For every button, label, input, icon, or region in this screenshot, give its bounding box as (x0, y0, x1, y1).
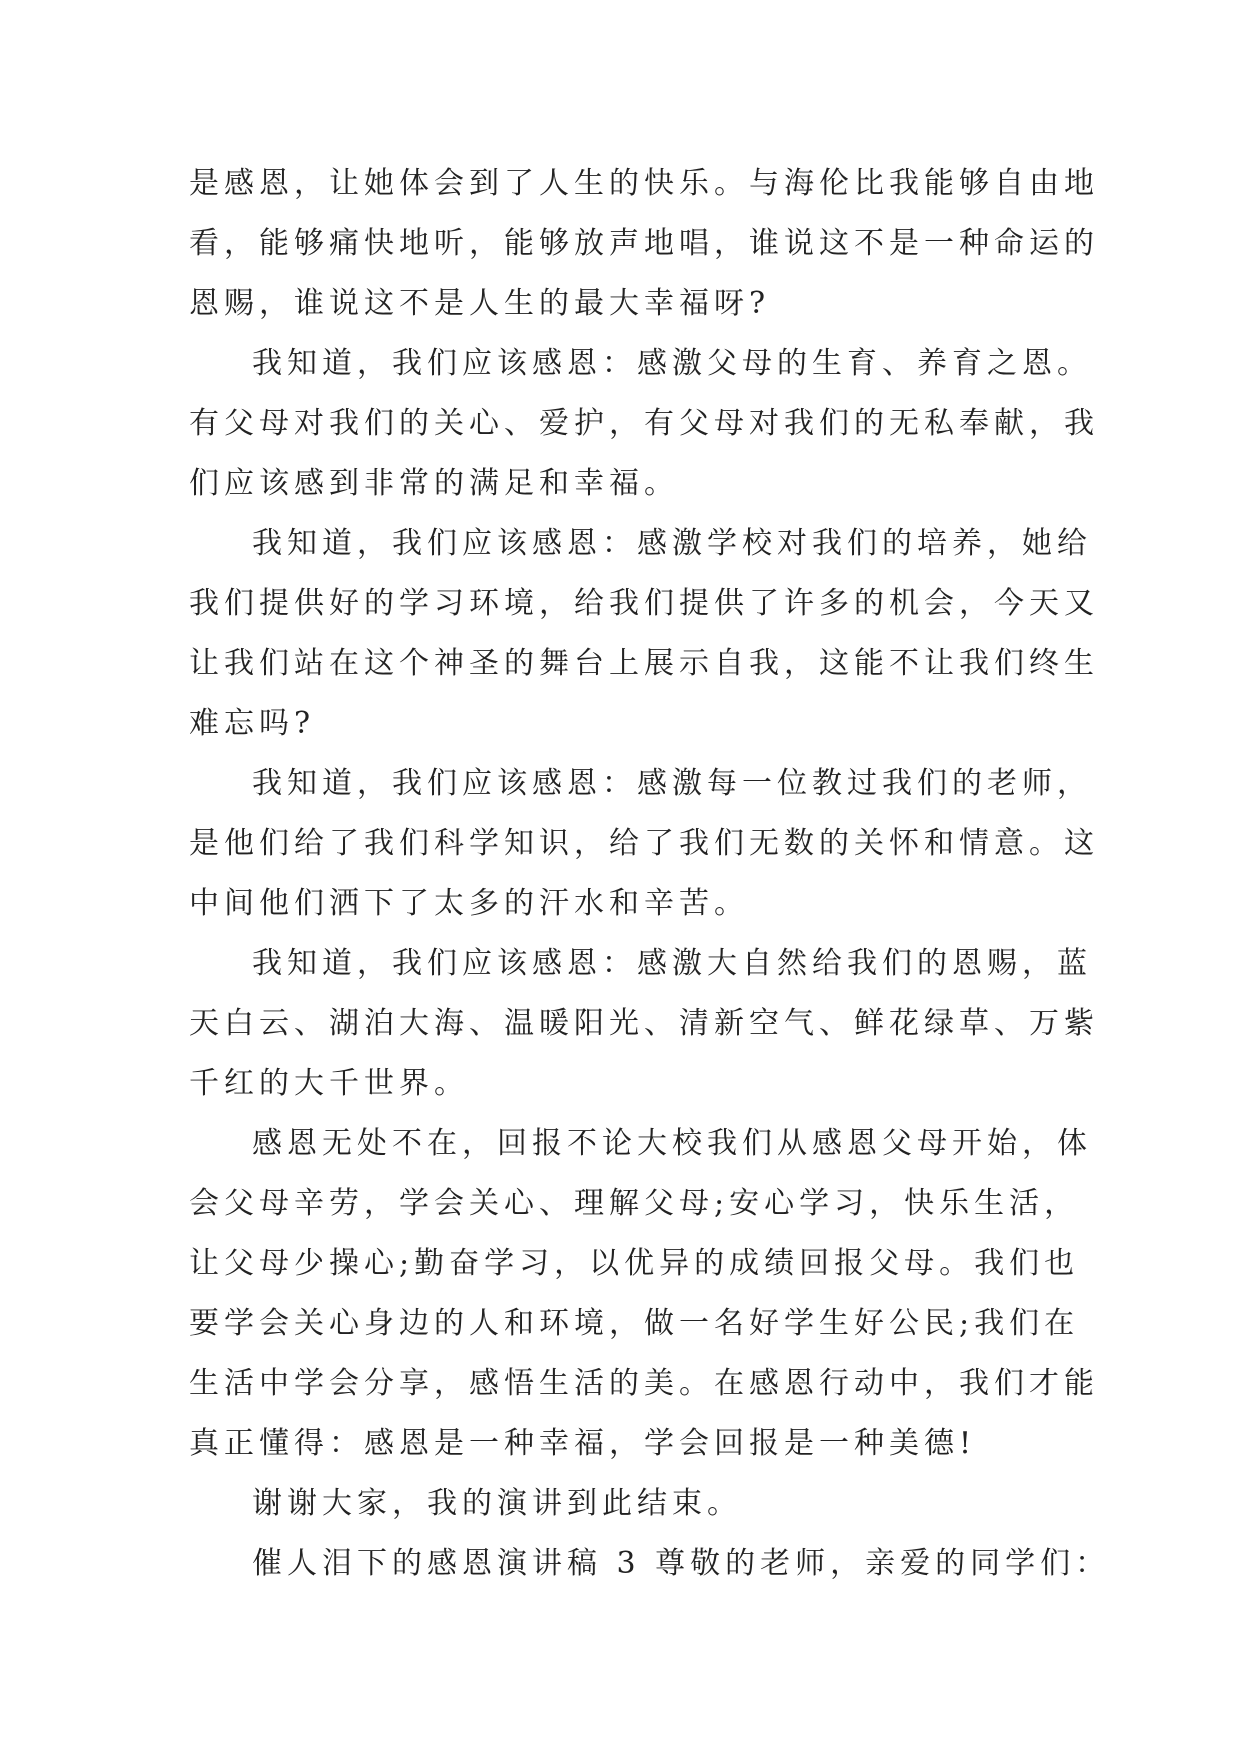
text-line: 我们提供好的学习环境，给我们提供了许多的机会，今天又 (189, 586, 1099, 621)
text-line: 难忘吗? (189, 706, 316, 741)
text-line: 中间他们洒下了太多的汗水和辛苦。 (189, 886, 749, 921)
text-line: 千红的大千世界。 (189, 1066, 469, 1101)
section-heading-line: 催人泪下的感恩演讲稿 3 尊敬的老师，亲爱的同学们： (252, 1546, 1111, 1581)
text-line: 让父母少操心;勤奋学习，以优异的成绩回报父母。我们也 (189, 1246, 1080, 1281)
text-line: 真正懂得：感恩是一种幸福，学会回报是一种美德! (189, 1426, 977, 1461)
text-line: 看，能够痛快地听，能够放声地唱，谁说这不是一种命运的 (189, 226, 1099, 261)
paragraph-first-line: 我知道，我们应该感恩：感激大自然给我们的恩赐，蓝 (252, 946, 1092, 981)
paragraph-first-line: 我知道，我们应该感恩：感激每一位教过我们的老师， (252, 766, 1092, 801)
text-line: 要学会关心身边的人和环境，做一名好学生好公民;我们在 (189, 1306, 1080, 1341)
paragraph-first-line: 感恩无处不在，回报不论大校我们从感恩父母开始，体 (252, 1126, 1092, 1161)
paragraph-first-line: 我知道，我们应该感恩：感激父母的生育、养育之恩。 (252, 346, 1092, 381)
text-line: 是感恩，让她体会到了人生的快乐。与海伦比我能够自由地 (189, 166, 1099, 201)
text-line: 会父母辛劳，学会关心、理解父母;安心学习，快乐生活， (189, 1186, 1080, 1221)
text-line: 天白云、湖泊大海、温暖阳光、清新空气、鲜花绿草、万紫 (189, 1006, 1099, 1041)
text-line: 们应该感到非常的满足和幸福。 (189, 466, 679, 501)
text-line: 是他们给了我们科学知识，给了我们无数的关怀和情意。这 (189, 826, 1099, 861)
paragraph-first-line: 我知道，我们应该感恩：感激学校对我们的培养，她给 (252, 526, 1092, 561)
text-line: 生活中学会分享，感悟生活的美。在感恩行动中，我们才能 (189, 1366, 1099, 1401)
text-line: 让我们站在这个神圣的舞台上展示自我，这能不让我们终生 (189, 646, 1099, 681)
text-line: 有父母对我们的关心、爱护，有父母对我们的无私奉献，我 (189, 406, 1099, 441)
paragraph-first-line: 谢谢大家，我的演讲到此结束。 (252, 1486, 742, 1521)
text-line: 恩赐，谁说这不是人生的最大幸福呀? (189, 286, 771, 321)
